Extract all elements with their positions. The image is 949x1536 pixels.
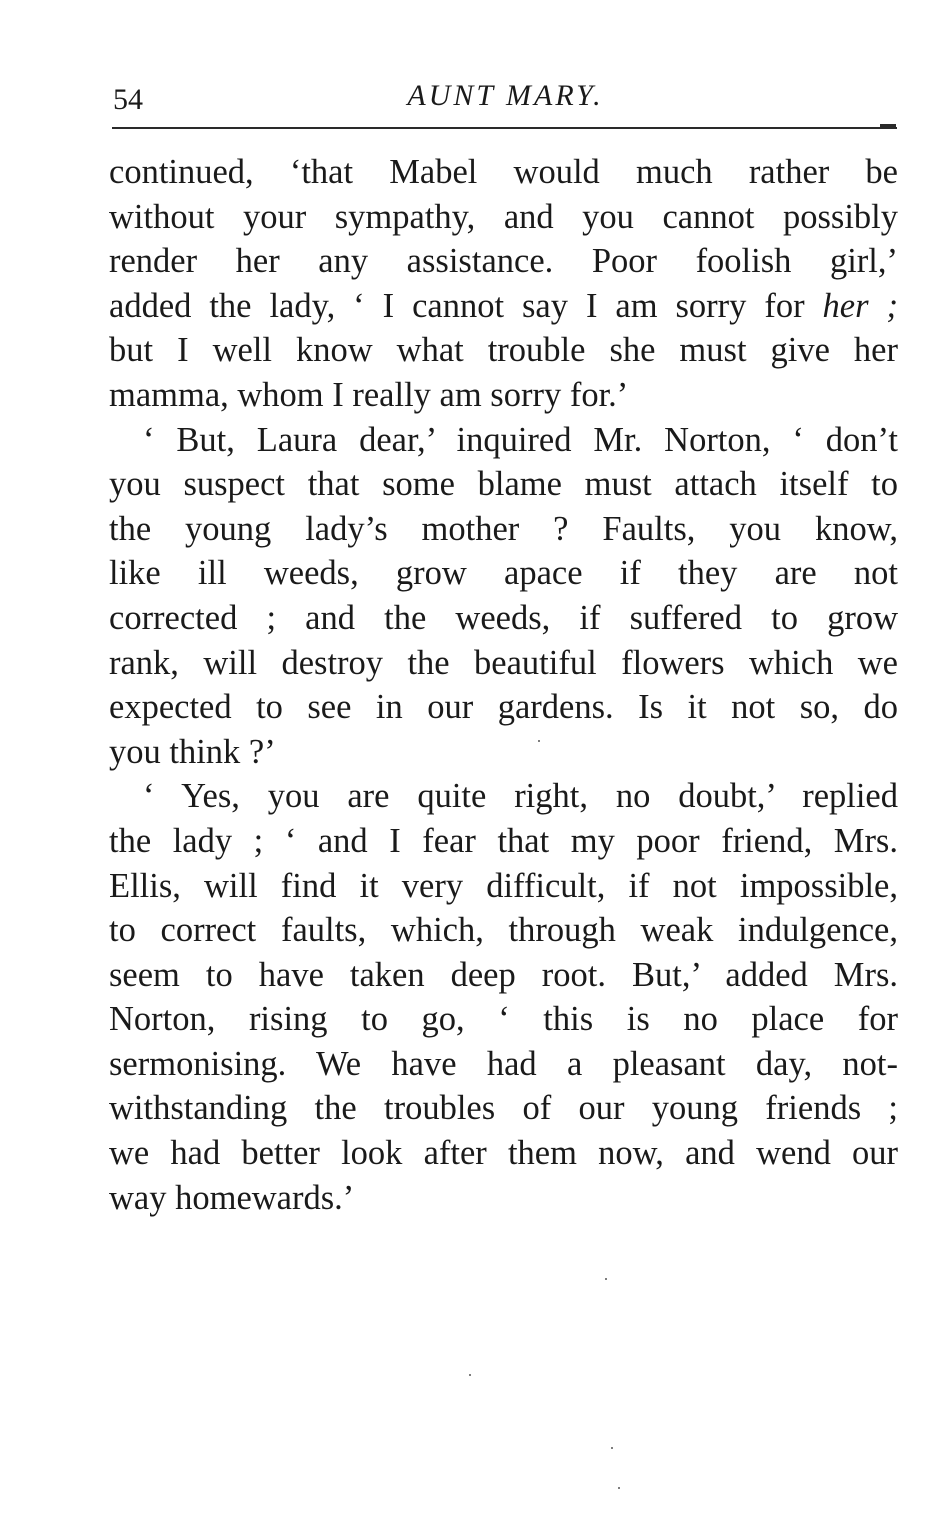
running-title: AUNT MARY.: [407, 79, 604, 112]
print-speck: [538, 740, 540, 742]
text-line: rank, will destroy the beautiful flowers which we: [109, 643, 898, 682]
text-run: added the lady, ‘ I cannot say I am sorry for: [109, 286, 823, 325]
text-line: the young lady’s mother ? Faults, you know,: [109, 509, 898, 548]
paragraph-3: [109, 774, 898, 1220]
print-speck: [611, 1447, 613, 1449]
text-line: but I well know what trouble she must give her: [109, 331, 898, 370]
text-line: without your sympathy, and you cannot possibly: [109, 197, 898, 236]
text-line: to correct faults, which, through weak indulgence,: [109, 911, 898, 950]
text-line: Norton, rising to go, ‘ this is no place for: [109, 1000, 898, 1039]
print-speck: [618, 1487, 620, 1489]
text-line: way homewards.’: [109, 1178, 355, 1217]
text-line: continued, ‘that Mabel would much rather be: [109, 153, 898, 191]
text-line: we had better look after them now, and wend our: [109, 1134, 898, 1173]
header-rule: [112, 127, 897, 129]
text-line: the lady ; ‘ and I fear that my poor friend, Mrs.: [109, 821, 898, 860]
page-header: [108, 72, 903, 122]
text-line-with-emphasis: [109, 284, 898, 329]
header-rule-end: [880, 124, 896, 127]
text-line: mamma, whom I really am sorry for.’: [109, 375, 629, 414]
text-line: you suspect that some blame must attach itself to: [109, 465, 898, 504]
text-line: you think ?’: [109, 732, 276, 771]
text-line: Ellis, will find it very difficult, if not impossible,: [109, 866, 898, 905]
print-speck: [605, 1278, 607, 1280]
paragraph-2: [109, 418, 898, 775]
text-line: render her any assistance. Poor foolish girl,’: [109, 242, 898, 281]
print-speck: [469, 1374, 471, 1376]
text-line: ‘ But, Laura dear,’ inquired Mr. Norton, ‘ don’t: [143, 420, 898, 459]
text-line: corrected ; and the weeds, if suffered to grow: [109, 598, 898, 637]
emphasized-word: her ;: [822, 286, 898, 325]
text-line: expected to see in our gardens. Is it not so, do: [109, 688, 898, 727]
page-number: 54: [113, 83, 143, 116]
text-line: ‘ Yes, you are quite right, no doubt,’ replied: [143, 777, 898, 816]
paragraph-1: [109, 150, 898, 418]
text-line: seem to have taken deep root. But,’ added Mrs.: [109, 955, 898, 994]
text-line: withstanding the troubles of our young friends ;: [109, 1089, 898, 1128]
text-line: like ill weeds, grow apace if they are not: [109, 554, 898, 593]
text-line: sermonising. We have had a pleasant day, not-: [109, 1044, 898, 1083]
body-text: [109, 150, 898, 1220]
